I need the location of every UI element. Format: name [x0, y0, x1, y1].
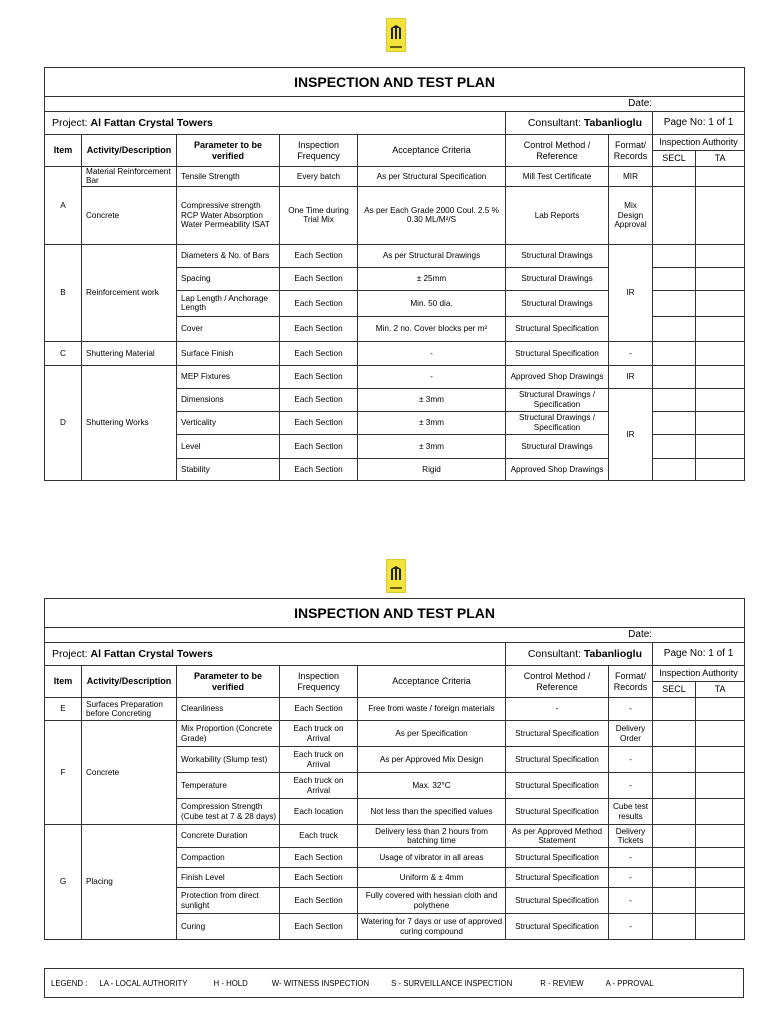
- legend-surveillance: S - SURVEILLANCE INSPECTION: [391, 978, 513, 988]
- table-row: [45, 186, 745, 244]
- format-cell: IR: [609, 244, 653, 341]
- control-cell: As per Approved Method Statement: [506, 825, 609, 848]
- criteria-cell: Not less than the specified values: [358, 799, 506, 825]
- legend-bar: [44, 968, 744, 998]
- ta-cell: [696, 868, 745, 888]
- parameter-cell: Finish Level: [177, 868, 280, 888]
- parameter-cell: Spacing: [177, 267, 280, 290]
- activity-cell: Shuttering Material: [82, 341, 177, 365]
- secl-cell: [653, 458, 696, 480]
- table-row: [45, 341, 745, 365]
- frequency-cell: Each truck on Arrival: [280, 721, 358, 747]
- ta-cell: [696, 341, 745, 365]
- frequency-cell: Each Section: [280, 458, 358, 480]
- criteria-cell: ± 25mm: [358, 267, 506, 290]
- consultant-name: Tabanlioglu: [583, 116, 642, 129]
- parameter-cell: Cleanliness: [177, 698, 280, 721]
- legend-witness: W- WITNESS INSPECTION: [271, 978, 370, 988]
- header-authority: Inspection Authority: [653, 666, 745, 682]
- secl-cell: [653, 825, 696, 848]
- legend-review: R - REVIEW: [540, 978, 584, 988]
- secl-cell: [653, 888, 696, 914]
- frequency-cell: Each Section: [280, 316, 358, 341]
- parameter-cell: Protection from direct sunlight: [177, 888, 280, 914]
- secl-cell: [653, 341, 696, 365]
- parameter-cell: Compaction: [177, 848, 280, 868]
- secl-cell: [653, 747, 696, 773]
- criteria-cell: Max. 32°C: [358, 773, 506, 799]
- format-cell: -: [609, 698, 653, 721]
- frequency-cell: Each Section: [280, 365, 358, 388]
- control-cell: Mill Test Certificate: [506, 167, 609, 187]
- parameter-cell: Curing: [177, 914, 280, 940]
- format-cell: -: [609, 773, 653, 799]
- header-item: Item: [45, 135, 82, 167]
- secl-cell: [653, 868, 696, 888]
- frequency-cell: Each truck on Arrival: [280, 773, 358, 799]
- parameter-cell: Tensile Strength: [177, 167, 280, 187]
- table-row: [45, 244, 745, 267]
- secl-cell: [653, 848, 696, 868]
- consultant-name: Tabanlioglu: [583, 647, 642, 660]
- criteria-cell: Delivery less than 2 hours from batching time: [358, 825, 506, 848]
- consultant-label: Consultant:: [527, 116, 581, 129]
- ta-cell: [696, 773, 745, 799]
- format-cell: -: [609, 341, 653, 365]
- control-cell: Structural Specification: [506, 848, 609, 868]
- frequency-cell: Every batch: [280, 167, 358, 187]
- parameter-cell: MEP Fixtures: [177, 365, 280, 388]
- ta-cell: [696, 290, 745, 316]
- activity-cell: Concrete: [82, 721, 177, 825]
- format-cell: -: [609, 868, 653, 888]
- ta-cell: [696, 914, 745, 940]
- control-cell: Structural Specification: [506, 888, 609, 914]
- ta-cell: [696, 186, 745, 244]
- control-cell: Structural Specification: [506, 868, 609, 888]
- legend-hold: H - HOLD: [213, 978, 248, 988]
- date-label: Date:: [45, 628, 745, 643]
- secl-cell: [653, 186, 696, 244]
- ta-cell: [696, 411, 745, 434]
- parameter-cell: Cover: [177, 316, 280, 341]
- frequency-cell: Each location: [280, 799, 358, 825]
- secl-cell: [653, 244, 696, 267]
- header-ta: TA: [696, 151, 745, 167]
- ta-cell: [696, 698, 745, 721]
- consultant-field: [506, 643, 653, 666]
- parameter-cell: Compression Strength (Cube test at 7 & 28 days): [177, 799, 280, 825]
- table-row: [45, 698, 745, 721]
- item-cell: C: [45, 341, 82, 365]
- criteria-cell: ± 3mm: [358, 434, 506, 458]
- logo-building-icon: [391, 28, 401, 39]
- frequency-cell: Each Section: [280, 411, 358, 434]
- item-cell: G: [45, 825, 82, 940]
- criteria-cell: Min. 2 no. Cover blocks per m²: [358, 316, 506, 341]
- frequency-cell: Each Section: [280, 290, 358, 316]
- header-secl: SECL: [653, 682, 696, 698]
- header-format: Format/ Records: [609, 666, 653, 698]
- parameter-cell: Stability: [177, 458, 280, 480]
- page-title: INSPECTION AND TEST PLAN: [45, 68, 745, 97]
- control-cell: Structural Drawings / Specification: [506, 411, 609, 434]
- control-cell: Approved Shop Drawings: [506, 365, 609, 388]
- format-cell: MIR: [609, 167, 653, 187]
- header-criteria: Acceptance Criteria: [358, 666, 506, 698]
- activity-cell: Reinforcement work: [82, 244, 177, 341]
- criteria-cell: Usage of vibrator in all areas: [358, 848, 506, 868]
- format-cell: Cube test results: [609, 799, 653, 825]
- item-cell: B: [45, 244, 82, 341]
- activity-cell: Surfaces Preparation before Concreting: [82, 698, 177, 721]
- activity-cell: Concrete: [82, 186, 177, 244]
- control-cell: Lab Reports: [506, 186, 609, 244]
- header-authority: Inspection Authority: [653, 135, 745, 151]
- format-cell: -: [609, 914, 653, 940]
- parameter-cell: Workability (Slump test): [177, 747, 280, 773]
- control-cell: Structural Specification: [506, 747, 609, 773]
- parameter-cell: Lap Length / Anchorage Length: [177, 290, 280, 316]
- date-label: Date:: [45, 97, 745, 112]
- criteria-cell: Min. 50 dia.: [358, 290, 506, 316]
- format-cell: IR: [609, 365, 653, 388]
- page-title: INSPECTION AND TEST PLAN: [45, 599, 745, 628]
- format-cell: -: [609, 888, 653, 914]
- criteria-cell: As per Structural Drawings: [358, 244, 506, 267]
- ta-cell: [696, 888, 745, 914]
- ta-cell: [696, 747, 745, 773]
- control-cell: Structural Drawings: [506, 267, 609, 290]
- project-name: Al Fattan Crystal Towers: [90, 116, 213, 129]
- secl-cell: [653, 799, 696, 825]
- project-name: Al Fattan Crystal Towers: [90, 647, 213, 660]
- table-row: [45, 721, 745, 747]
- project-label: Project:: [52, 116, 88, 129]
- frequency-cell: Each Section: [280, 868, 358, 888]
- item-cell: F: [45, 721, 82, 825]
- item-cell: A: [45, 167, 82, 245]
- logo-wordmark: [390, 46, 402, 48]
- format-cell: -: [609, 848, 653, 868]
- item-cell: E: [45, 698, 82, 721]
- company-logo: [386, 18, 406, 52]
- ta-cell: [696, 825, 745, 848]
- table-row: [45, 825, 745, 848]
- header-activity: Activity/Description: [82, 135, 177, 167]
- secl-cell: [653, 773, 696, 799]
- parameter-cell: Level: [177, 434, 280, 458]
- page-number: Page No: 1 of 1: [653, 643, 745, 666]
- ta-cell: [696, 458, 745, 480]
- legend-label: LEGEND :: [51, 978, 88, 988]
- control-cell: Structural Drawings: [506, 434, 609, 458]
- control-cell: Structural Specification: [506, 341, 609, 365]
- frequency-cell: Each Section: [280, 388, 358, 411]
- control-cell: Structural Specification: [506, 773, 609, 799]
- secl-cell: [653, 365, 696, 388]
- criteria-cell: Free from waste / foreign materials: [358, 698, 506, 721]
- table-row: [45, 365, 745, 388]
- frequency-cell: Each Section: [280, 434, 358, 458]
- secl-cell: [653, 698, 696, 721]
- consultant-field: [506, 112, 653, 135]
- criteria-cell: Rigid: [358, 458, 506, 480]
- criteria-cell: -: [358, 341, 506, 365]
- frequency-cell: Each Section: [280, 341, 358, 365]
- activity-cell: Placing: [82, 825, 177, 940]
- control-cell: Structural Drawings: [506, 290, 609, 316]
- format-cell: Delivery Order: [609, 721, 653, 747]
- ta-cell: [696, 244, 745, 267]
- parameter-cell: Diameters & No. of Bars: [177, 244, 280, 267]
- secl-cell: [653, 388, 696, 411]
- criteria-cell: As per Specification: [358, 721, 506, 747]
- ta-cell: [696, 388, 745, 411]
- frequency-cell: Each Section: [280, 888, 358, 914]
- frequency-cell: Each Section: [280, 698, 358, 721]
- parameter-cell: Verticality: [177, 411, 280, 434]
- criteria-cell: Uniform & ± 4mm: [358, 868, 506, 888]
- page-number: Page No: 1 of 1: [653, 112, 745, 135]
- parameter-cell: Temperature: [177, 773, 280, 799]
- criteria-cell: As per Structural Specification: [358, 167, 506, 187]
- project-field: [45, 112, 506, 135]
- company-logo: [386, 559, 406, 593]
- header-frequency: Inspection Frequency: [280, 135, 358, 167]
- ta-cell: [696, 721, 745, 747]
- consultant-label: Consultant:: [527, 647, 581, 660]
- header-frequency: Inspection Frequency: [280, 666, 358, 698]
- header-parameter: Parameter to be verified: [177, 135, 280, 167]
- format-cell: -: [609, 747, 653, 773]
- legend-local-authority: LA - LOCAL AUTHORITY: [99, 978, 188, 988]
- project-label: Project:: [52, 647, 88, 660]
- secl-cell: [653, 434, 696, 458]
- frequency-cell: Each truck on Arrival: [280, 747, 358, 773]
- secl-cell: [653, 721, 696, 747]
- itp-table-1: [44, 67, 745, 481]
- format-cell: IR: [609, 388, 653, 480]
- criteria-cell: As per Each Grade 2000 Coul. 2.5 % 0.30 ML/M²/S: [358, 186, 506, 244]
- secl-cell: [653, 267, 696, 290]
- control-cell: Structural Drawings: [506, 244, 609, 267]
- criteria-cell: -: [358, 365, 506, 388]
- format-cell: Delivery Tickets: [609, 825, 653, 848]
- criteria-cell: Fully covered with hessian cloth and polythene: [358, 888, 506, 914]
- criteria-cell: Watering for 7 days or use of approved curing compound: [358, 914, 506, 940]
- header-criteria: Acceptance Criteria: [358, 135, 506, 167]
- ta-cell: [696, 799, 745, 825]
- frequency-cell: Each Section: [280, 267, 358, 290]
- itp-table-2: [44, 598, 745, 940]
- ta-cell: [696, 848, 745, 868]
- project-field: [45, 643, 506, 666]
- control-cell: Structural Specification: [506, 799, 609, 825]
- secl-cell: [653, 167, 696, 187]
- ta-cell: [696, 434, 745, 458]
- ta-cell: [696, 167, 745, 187]
- header-parameter: Parameter to be verified: [177, 666, 280, 698]
- control-cell: Structural Specification: [506, 316, 609, 341]
- legend-approval: A - PPROVAL: [605, 978, 654, 988]
- itp-sheet-1: [44, 67, 744, 481]
- secl-cell: [653, 914, 696, 940]
- parameter-cell: Surface Finish: [177, 341, 280, 365]
- control-cell: Structural Specification: [506, 914, 609, 940]
- logo-building-icon: [391, 569, 401, 580]
- ta-cell: [696, 365, 745, 388]
- activity-cell: Material Reinforcement Bar: [82, 167, 177, 187]
- control-cell: Structural Specification: [506, 721, 609, 747]
- frequency-cell: Each truck: [280, 825, 358, 848]
- ta-cell: [696, 316, 745, 341]
- frequency-cell: Each Section: [280, 848, 358, 868]
- criteria-cell: As per Approved Mix Design: [358, 747, 506, 773]
- header-activity: Activity/Description: [82, 666, 177, 698]
- frequency-cell: Each Section: [280, 914, 358, 940]
- secl-cell: [653, 316, 696, 341]
- item-cell: D: [45, 365, 82, 480]
- control-cell: Approved Shop Drawings: [506, 458, 609, 480]
- itp-sheet-2: [44, 598, 744, 940]
- header-item: Item: [45, 666, 82, 698]
- parameter-cell: Mix Proportion (Concrete Grade): [177, 721, 280, 747]
- parameter-cell: Dimensions: [177, 388, 280, 411]
- criteria-cell: ± 3mm: [358, 411, 506, 434]
- activity-cell: Shuttering Works: [82, 365, 177, 480]
- header-ta: TA: [696, 682, 745, 698]
- parameter-cell: Compressive strength RCP Water Absorption Water Permeability ISAT: [177, 186, 280, 244]
- frequency-cell: One Time during Trial Mix: [280, 186, 358, 244]
- frequency-cell: Each Section: [280, 244, 358, 267]
- header-secl: SECL: [653, 151, 696, 167]
- format-cell: Mix Design Approval: [609, 186, 653, 244]
- criteria-cell: ± 3mm: [358, 388, 506, 411]
- header-control: Control Method / Reference: [506, 666, 609, 698]
- table-row: [45, 167, 745, 187]
- secl-cell: [653, 411, 696, 434]
- control-cell: Structural Drawings / Specification: [506, 388, 609, 411]
- header-control: Control Method / Reference: [506, 135, 609, 167]
- ta-cell: [696, 267, 745, 290]
- logo-wordmark: [390, 587, 402, 589]
- header-format: Format/ Records: [609, 135, 653, 167]
- control-cell: -: [506, 698, 609, 721]
- secl-cell: [653, 290, 696, 316]
- parameter-cell: Concrete Duration: [177, 825, 280, 848]
